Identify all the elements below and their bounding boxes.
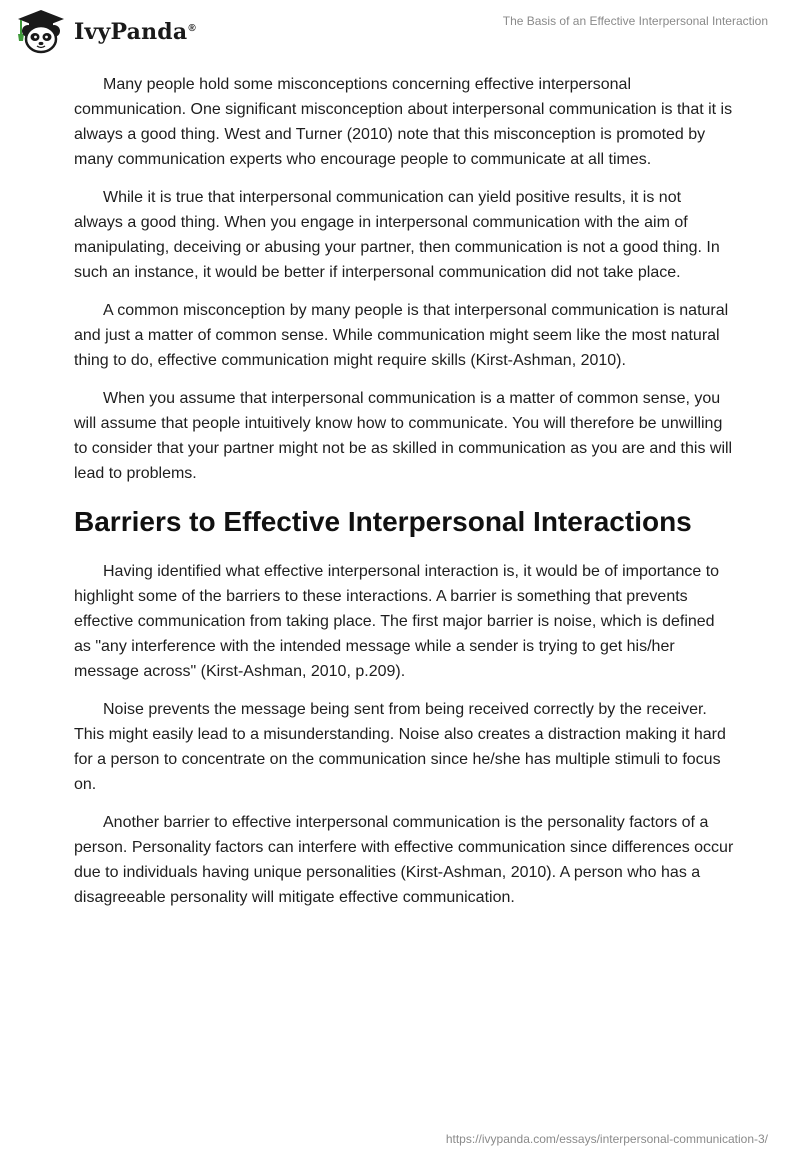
paragraph: When you assume that interpersonal communication is a matter of common sense, you will assume that people intuitively know how to communicate. You will therefore be unwilling to consider that your partner might not be as skilled in communication as you are and this will lead to problems. bbox=[74, 390, 733, 482]
brand-logo[interactable] bbox=[14, 8, 196, 54]
registered-mark: ® bbox=[188, 22, 196, 34]
brand-name bbox=[74, 19, 196, 45]
paragraph: Noise prevents the message being sent from being received correctly by the receiver. This might easily lead to a misunderstanding. Noise also creates a distraction making it hard for a person to concentrate on the communication since he/she has multiple stimuli to focus on. bbox=[74, 701, 726, 793]
section-heading: Barriers to Effective Interpersonal Interactions bbox=[74, 506, 692, 537]
source-url[interactable]: https://ivypanda.com/essays/interpersonal-communication-3/ bbox=[445, 1132, 768, 1146]
essay-content bbox=[74, 72, 734, 923]
paragraph: A common misconception by many people is that interpersonal communication is natural and just a matter of common sense. While communication might seem like the most natural thing to do, effective communication might require skills (Kirst-Ashman, 2010). bbox=[74, 302, 729, 369]
paragraph: Having identified what effective interpersonal interaction is, it would be of importance to highlight some of the barriers to these interactions. A barrier is something that prevents effective communication from taking place. The first major barrier is noise, which is defined as "any interference with the intended message while a sender is trying to get his/her message across" (Kirst-Ashman, 2010, p.209). bbox=[74, 563, 720, 680]
brand-name-text: IvyPanda bbox=[74, 19, 188, 45]
document-title: The Basis of an Effective Interpersonal Interaction bbox=[502, 14, 768, 28]
page-header bbox=[0, 0, 800, 60]
paragraph: While it is true that interpersonal communication can yield positive results, it is not always a good thing. When you engage in interpersonal communication with the aim of manipulating, deceiving or abusing your partner, then communication is not a good thing. In such an instance, it would be better if interpersonal communication did not take place. bbox=[74, 189, 720, 281]
panda-logo-icon bbox=[14, 8, 68, 54]
paragraph: Many people hold some misconceptions concerning effective interpersonal communication. One significant misconception about interpersonal communication is that it is always a good thing. West and Turner (2010) note that this misconception is promoted by many communication experts who encourage people to communicate at all times. bbox=[74, 76, 733, 168]
paragraph: Another barrier to effective interpersonal communication is the personality factors of a person. Personality factors can interfere with effective communication since differences occur due to individuals having unique personalities (Kirst-Ashman, 2010). A person who has a disagreeable personality will mitigate effective communication. bbox=[74, 814, 734, 906]
